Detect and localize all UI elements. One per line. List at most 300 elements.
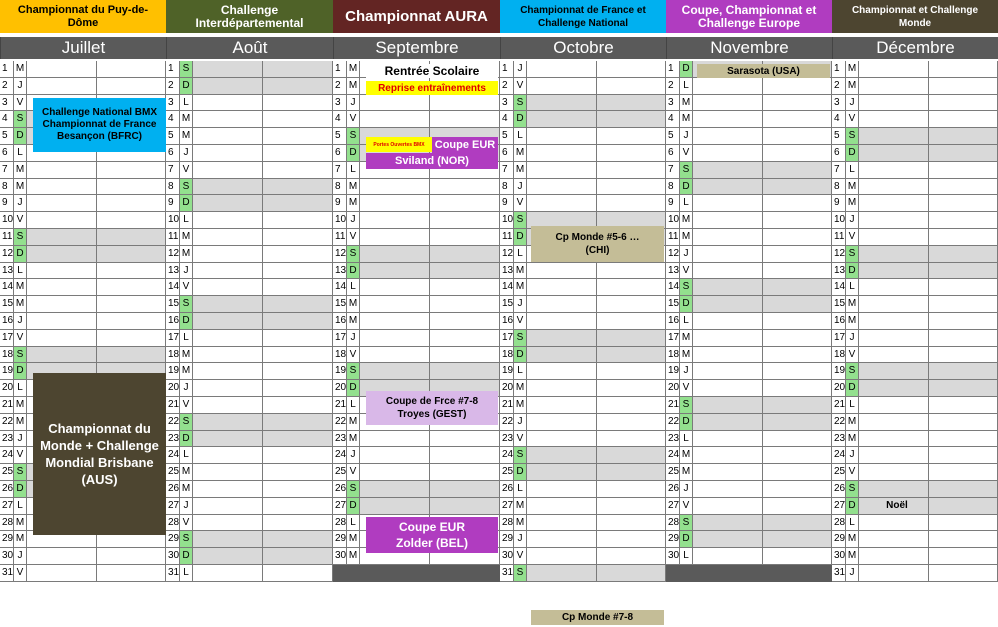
empty-day-bar <box>333 565 500 582</box>
day-slot <box>693 548 763 565</box>
day-slot <box>693 246 763 263</box>
day-slot <box>929 498 998 515</box>
day-slot <box>929 548 998 565</box>
day-slot <box>763 246 832 263</box>
day-slot <box>263 531 333 548</box>
day-slot <box>360 431 430 448</box>
day-letter: M <box>680 464 693 481</box>
day-slot <box>929 111 998 128</box>
day-number: 30 <box>666 548 680 565</box>
event-cp-monde-5-6: Cp Monde #5-6 … (CHI) <box>531 226 664 262</box>
day-number: 27 <box>832 498 846 515</box>
day-number: 16 <box>666 313 680 330</box>
day-slot <box>360 111 430 128</box>
day-letter: M <box>846 531 859 548</box>
day-slot <box>430 95 500 112</box>
day-letter: V <box>347 464 360 481</box>
day-letter: L <box>347 515 360 532</box>
day-number: 27 <box>0 498 14 515</box>
day-letter: D <box>846 498 859 515</box>
day-slot <box>430 263 500 280</box>
day-slot <box>693 229 763 246</box>
day-slot <box>527 279 597 296</box>
day-number: 14 <box>166 279 180 296</box>
day-slot <box>27 279 97 296</box>
day-number: 27 <box>166 498 180 515</box>
day-slot <box>859 330 929 347</box>
day-slot <box>859 95 929 112</box>
day-number: 25 <box>333 464 347 481</box>
day-letter: M <box>347 548 360 565</box>
day-slot <box>263 363 333 380</box>
day-slot <box>193 128 263 145</box>
day-letter: S <box>514 212 527 229</box>
day-slot <box>597 145 666 162</box>
day-letter: M <box>680 212 693 229</box>
day-number: 17 <box>666 330 680 347</box>
day-letter: M <box>680 347 693 364</box>
day-letter: S <box>14 347 27 364</box>
day-number: 17 <box>333 330 347 347</box>
day-letter: D <box>347 380 360 397</box>
day-slot <box>263 414 333 431</box>
day-slot <box>193 431 263 448</box>
day-number: 28 <box>666 515 680 532</box>
day-number: 5 <box>166 128 180 145</box>
day-slot <box>27 548 97 565</box>
day-letter: S <box>14 111 27 128</box>
day-slot <box>263 548 333 565</box>
day-number: 22 <box>0 414 14 431</box>
day-slot <box>263 246 333 263</box>
day-number: 16 <box>832 313 846 330</box>
day-number: 18 <box>500 347 514 364</box>
day-slot <box>929 296 998 313</box>
day-slot <box>763 397 832 414</box>
day-slot <box>360 447 430 464</box>
day-letter: D <box>180 195 193 212</box>
day-letter: J <box>680 481 693 498</box>
day-slot <box>859 380 929 397</box>
day-slot <box>859 565 929 582</box>
day-slot <box>763 145 832 162</box>
day-letter: M <box>846 431 859 448</box>
day-number: 31 <box>166 565 180 582</box>
day-number: 12 <box>832 246 846 263</box>
day-slot <box>360 481 430 498</box>
day-number: 19 <box>832 363 846 380</box>
day-slot <box>430 363 500 380</box>
day-letter: L <box>514 246 527 263</box>
day-number: 29 <box>666 531 680 548</box>
day-number: 18 <box>0 347 14 364</box>
day-slot <box>193 380 263 397</box>
day-letter: J <box>180 380 193 397</box>
day-letter: V <box>680 380 693 397</box>
day-slot <box>929 565 998 582</box>
day-slot <box>693 195 763 212</box>
day-letter: L <box>180 95 193 112</box>
day-slot <box>263 162 333 179</box>
day-slot <box>97 279 166 296</box>
day-slot <box>859 111 929 128</box>
day-letter: M <box>14 397 27 414</box>
day-number: 5 <box>500 128 514 145</box>
day-slot <box>929 515 998 532</box>
day-slot <box>263 330 333 347</box>
day-slot <box>597 179 666 196</box>
day-letter: L <box>846 515 859 532</box>
day-letter: D <box>514 464 527 481</box>
day-letter: S <box>680 162 693 179</box>
day-slot <box>597 128 666 145</box>
legend-puy-de-dome: Championnat du Puy-de-Dôme <box>0 0 166 33</box>
day-slot <box>27 565 97 582</box>
day-letter: M <box>680 95 693 112</box>
day-slot <box>360 195 430 212</box>
day-slot <box>193 111 263 128</box>
day-slot <box>527 78 597 95</box>
day-letter: L <box>680 313 693 330</box>
day-number: 26 <box>333 481 347 498</box>
day-slot <box>97 162 166 179</box>
day-letter: S <box>180 531 193 548</box>
day-number: 15 <box>500 296 514 313</box>
day-slot <box>693 531 763 548</box>
day-slot <box>527 330 597 347</box>
day-slot <box>193 145 263 162</box>
day-slot <box>263 447 333 464</box>
day-number: 23 <box>666 431 680 448</box>
day-number: 5 <box>0 128 14 145</box>
day-slot <box>527 548 597 565</box>
day-letter: D <box>347 498 360 515</box>
day-letter: D <box>347 145 360 162</box>
month-header-aout: Août <box>166 37 333 59</box>
day-slot <box>693 431 763 448</box>
day-slot <box>527 498 597 515</box>
day-number: 28 <box>500 515 514 532</box>
day-number: 2 <box>500 78 514 95</box>
month-header-decembre: Décembre <box>832 37 998 59</box>
day-number: 3 <box>666 95 680 112</box>
day-letter: M <box>180 363 193 380</box>
day-slot <box>693 179 763 196</box>
day-number: 12 <box>0 246 14 263</box>
day-number: 12 <box>166 246 180 263</box>
day-number: 28 <box>333 515 347 532</box>
day-slot <box>360 246 430 263</box>
day-slot <box>430 246 500 263</box>
day-slot <box>929 330 998 347</box>
day-number: 31 <box>832 565 846 582</box>
day-slot <box>430 447 500 464</box>
day-letter: M <box>14 515 27 532</box>
day-number: 1 <box>500 61 514 78</box>
day-letter: V <box>14 447 27 464</box>
day-number: 12 <box>500 246 514 263</box>
day-slot <box>527 347 597 364</box>
day-number: 8 <box>0 179 14 196</box>
day-slot <box>693 481 763 498</box>
day-slot <box>27 296 97 313</box>
day-number: 1 <box>166 61 180 78</box>
day-letter: M <box>180 229 193 246</box>
day-letter: V <box>514 195 527 212</box>
day-number: 15 <box>666 296 680 313</box>
day-letter: V <box>180 279 193 296</box>
day-slot <box>27 263 97 280</box>
day-letter: M <box>680 229 693 246</box>
day-number: 25 <box>0 464 14 481</box>
day-slot <box>360 179 430 196</box>
day-letter: L <box>680 548 693 565</box>
day-slot <box>763 414 832 431</box>
day-letter: M <box>514 263 527 280</box>
day-letter: M <box>347 195 360 212</box>
day-number: 23 <box>832 431 846 448</box>
day-slot <box>597 431 666 448</box>
day-letter: D <box>680 296 693 313</box>
day-slot <box>693 380 763 397</box>
event-cp-monde-7-8: Cp Monde #7-8 <box>531 610 664 625</box>
day-slot <box>859 431 929 448</box>
day-slot <box>597 162 666 179</box>
day-slot <box>527 380 597 397</box>
day-number: 10 <box>0 212 14 229</box>
day-number: 22 <box>333 414 347 431</box>
day-letter: D <box>180 548 193 565</box>
day-slot <box>597 279 666 296</box>
day-slot <box>693 363 763 380</box>
day-slot <box>763 296 832 313</box>
day-slot <box>430 179 500 196</box>
day-letter: J <box>680 128 693 145</box>
month-header-septembre: Septembre <box>333 37 500 59</box>
day-slot <box>527 397 597 414</box>
day-slot <box>27 246 97 263</box>
empty-day-bar <box>666 565 832 582</box>
day-number: 9 <box>666 195 680 212</box>
day-slot <box>193 229 263 246</box>
day-number: 18 <box>832 347 846 364</box>
day-letter: S <box>680 515 693 532</box>
day-number: 24 <box>166 447 180 464</box>
event-monde-brisbane: Championnat du Monde + Challenge Mondial Brisbane (AUS) <box>33 373 166 535</box>
day-number: 24 <box>333 447 347 464</box>
day-slot <box>527 145 597 162</box>
day-number: 10 <box>500 212 514 229</box>
day-slot <box>527 61 597 78</box>
day-slot <box>859 279 929 296</box>
day-number: 20 <box>333 380 347 397</box>
day-letter: M <box>846 548 859 565</box>
day-slot <box>693 447 763 464</box>
day-slot <box>763 447 832 464</box>
day-slot <box>597 397 666 414</box>
day-number: 4 <box>0 111 14 128</box>
day-slot <box>193 565 263 582</box>
day-number: 9 <box>0 195 14 212</box>
day-number: 11 <box>0 229 14 246</box>
day-number: 6 <box>832 145 846 162</box>
day-slot <box>430 229 500 246</box>
day-letter: J <box>347 330 360 347</box>
day-slot <box>597 498 666 515</box>
day-number: 10 <box>666 212 680 229</box>
day-letter: V <box>347 111 360 128</box>
day-slot <box>859 347 929 364</box>
day-number: 7 <box>500 162 514 179</box>
day-slot <box>27 330 97 347</box>
day-number: 25 <box>666 464 680 481</box>
day-slot <box>430 111 500 128</box>
day-slot <box>929 380 998 397</box>
day-slot <box>97 212 166 229</box>
day-letter: J <box>514 296 527 313</box>
day-slot <box>859 363 929 380</box>
day-number: 21 <box>666 397 680 414</box>
day-number: 11 <box>832 229 846 246</box>
day-letter: D <box>14 481 27 498</box>
day-number: 26 <box>666 481 680 498</box>
day-slot <box>597 95 666 112</box>
day-slot <box>360 313 430 330</box>
event-coupe-eur-sviland-b: Sviland (NOR) <box>366 153 498 169</box>
legend-bar <box>0 0 998 33</box>
day-number: 24 <box>500 447 514 464</box>
day-slot <box>27 61 97 78</box>
day-slot <box>97 78 166 95</box>
day-slot <box>527 531 597 548</box>
day-letter: L <box>680 195 693 212</box>
day-slot <box>97 330 166 347</box>
day-slot <box>97 548 166 565</box>
day-slot <box>97 246 166 263</box>
day-slot <box>193 246 263 263</box>
day-number: 12 <box>333 246 347 263</box>
day-number: 21 <box>832 397 846 414</box>
day-number: 3 <box>166 95 180 112</box>
day-letter: D <box>180 78 193 95</box>
day-number: 12 <box>666 246 680 263</box>
day-slot <box>263 212 333 229</box>
event-coupe-eur-zolder: Coupe EUR Zolder (BEL) <box>366 517 498 553</box>
day-slot <box>929 61 998 78</box>
day-slot <box>527 296 597 313</box>
day-slot <box>27 229 97 246</box>
day-slot <box>360 498 430 515</box>
day-letter: S <box>347 363 360 380</box>
day-letter: M <box>846 313 859 330</box>
day-letter: D <box>14 363 27 380</box>
day-slot <box>597 347 666 364</box>
day-slot <box>693 498 763 515</box>
day-number: 22 <box>832 414 846 431</box>
day-slot <box>929 347 998 364</box>
day-number: 26 <box>166 481 180 498</box>
day-slot <box>859 548 929 565</box>
day-slot <box>929 363 998 380</box>
day-slot <box>193 78 263 95</box>
legend-interdepartemental: Challenge Interdépartemental <box>166 0 333 33</box>
day-slot <box>929 229 998 246</box>
day-slot <box>859 447 929 464</box>
day-number: 13 <box>832 263 846 280</box>
day-slot <box>859 263 929 280</box>
day-number: 9 <box>500 195 514 212</box>
day-number: 8 <box>166 179 180 196</box>
day-letter: J <box>14 195 27 212</box>
day-slot <box>527 565 597 582</box>
day-slot <box>859 481 929 498</box>
day-number: 21 <box>500 397 514 414</box>
day-letter: M <box>180 111 193 128</box>
event-noel: Noël <box>886 500 908 511</box>
day-letter: V <box>14 212 27 229</box>
day-number: 2 <box>166 78 180 95</box>
day-letter: M <box>846 179 859 196</box>
day-slot <box>360 347 430 364</box>
day-number: 16 <box>0 313 14 330</box>
day-letter: S <box>514 330 527 347</box>
day-letter: V <box>180 397 193 414</box>
day-letter: S <box>680 279 693 296</box>
day-slot <box>193 296 263 313</box>
day-letter: M <box>14 162 27 179</box>
day-number: 14 <box>500 279 514 296</box>
day-slot <box>263 229 333 246</box>
day-slot <box>97 179 166 196</box>
day-slot <box>527 162 597 179</box>
day-slot <box>597 464 666 481</box>
day-number: 17 <box>166 330 180 347</box>
month-header-juillet: Juillet <box>0 37 166 59</box>
day-slot <box>929 397 998 414</box>
day-number: 8 <box>832 179 846 196</box>
legend-europe: Coupe, Championnat et Challenge Europe <box>666 0 832 33</box>
day-number: 3 <box>500 95 514 112</box>
legend-france: Championnat de France et Challenge National <box>500 0 666 33</box>
day-slot <box>597 330 666 347</box>
day-letter: M <box>514 515 527 532</box>
legend-aura: Championnat AURA <box>333 0 500 33</box>
day-number: 23 <box>500 431 514 448</box>
day-slot <box>527 195 597 212</box>
day-letter: M <box>347 414 360 431</box>
day-slot <box>929 145 998 162</box>
day-number: 31 <box>0 565 14 582</box>
day-slot <box>263 78 333 95</box>
day-slot <box>693 464 763 481</box>
day-slot <box>597 548 666 565</box>
day-letter: S <box>680 397 693 414</box>
day-letter: D <box>846 263 859 280</box>
day-slot <box>693 313 763 330</box>
day-slot <box>763 78 832 95</box>
day-letter: M <box>14 296 27 313</box>
day-letter: D <box>180 313 193 330</box>
day-slot <box>263 111 333 128</box>
day-letter: D <box>846 380 859 397</box>
day-slot <box>193 263 263 280</box>
day-letter: S <box>347 246 360 263</box>
day-number: 3 <box>333 95 347 112</box>
day-slot <box>430 498 500 515</box>
day-slot <box>263 61 333 78</box>
day-number: 21 <box>0 397 14 414</box>
day-slot <box>263 145 333 162</box>
